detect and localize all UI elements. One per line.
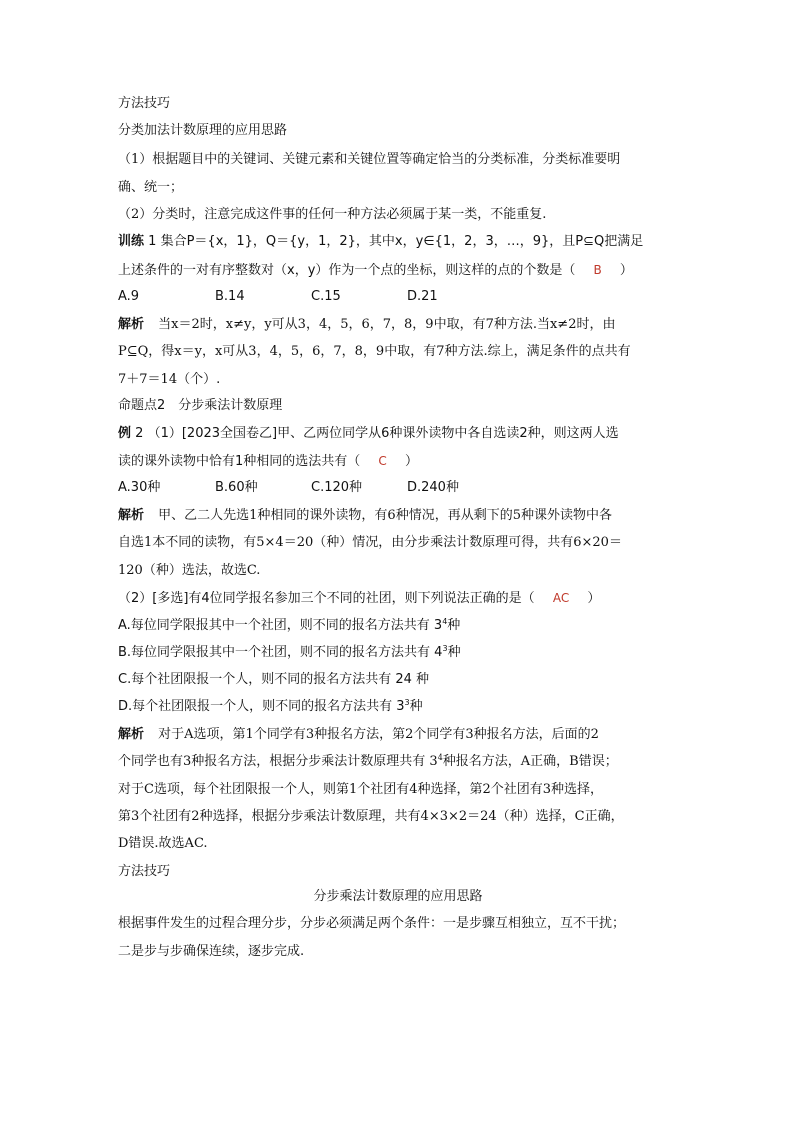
method-tip-point-1-cont: 确、统一； <box>118 180 184 195</box>
option-d: D.21 <box>407 289 438 304</box>
analysis-label: 解析 <box>118 727 145 742</box>
method-tip-2-label: 方法技巧 <box>118 864 171 879</box>
method-tip-label: 方法技巧 <box>118 96 171 111</box>
example-2-analysis-2: 解析 对于A选项，第1个同学有3种报名方法，第2个同学有3种报名方法，后面的2 <box>118 727 599 742</box>
example-2-part-2: （2）[多选]有4位同学报名参加三个不同的社团，则下列说法正确的是（ AC ） <box>118 591 601 606</box>
example-2-analysis-2-cont-2: 对于C选项，每个社团限报一个人，则第1个社团有4种选择，第2个社团有3种选择， <box>118 782 604 797</box>
example-2-analysis-2-cont-3: 第3个社团有2种选择，根据分步乘法计数原理，共有4×3×2＝24（种）选择，C正确， <box>118 809 624 824</box>
example-2-analysis-1: 解析 甲、乙二人先选1种相同的课外读物，有6种情况，再从剩下的5种课外读物中各 <box>118 508 612 523</box>
option-b: B.14 <box>215 289 245 304</box>
example-label: 例 <box>118 426 132 441</box>
training-label: 训练 <box>118 234 145 249</box>
training-1-stem: 训练 1 集合P＝{x，1}，Q＝{y，1，2}，其中x，y∈{1，2，3，…，9}，且P⊆Q把满足 <box>118 234 644 249</box>
method-tip-point-1: （1）根据题目中的关键词、关键元素和关键位置等确定恰当的分类标准，分类标准要明 <box>118 152 621 167</box>
option-b: B.60种 <box>215 480 258 495</box>
example-2-part-1-cont: 读的课外读物中恰有1种相同的选法共有（ C ） <box>118 454 418 469</box>
analysis-label: 解析 <box>118 508 145 523</box>
training-1-analysis-cont: P⊆Q，得x＝y，x可从3，4，5，6，7，8，9中取，有7种方法.综上，满足条件的点共有 <box>118 344 631 359</box>
example-2-options <box>118 480 459 496</box>
example-2-analysis-2-end: D错误.故选AC. <box>118 836 208 851</box>
option-c: C.15 <box>311 289 341 304</box>
choice-c: C.每个社团限报一个人，则不同的报名方法共有 24 种 <box>118 672 430 687</box>
method-tip-point-2: （2）分类时，注意完成这件事的任何一种方法必须属于某一类，不能重复. <box>118 207 547 222</box>
training-1-analysis: 解析 当x＝2时，x≠y，y可从3，4，5，6，7，8，9中取，有7种方法.当x≠2时，由 <box>118 317 616 332</box>
example-2-analysis-1-end: 120（种）选法，故选C. <box>118 563 261 578</box>
example-2-answer-1: C <box>378 454 387 468</box>
option-c: C.120种 <box>311 480 363 495</box>
method-tip-heading: 分类加法计数原理的应用思路 <box>118 123 288 138</box>
example-number: 2 <box>135 426 144 441</box>
choice-d: D.每个社团限报一个人，则不同的报名方法共有 $3^3$种 <box>118 698 423 714</box>
choice-b: B.每位同学限报其中一个社团，则不同的报名方法共有 $4^3$种 <box>118 644 461 660</box>
training-1-analysis-end: 7＋7＝14（个）. <box>118 372 221 387</box>
training-1-stem-cont: 上述条件的一对有序整数对（x，y）作为一个点的坐标，则这样的点的个数是（ B ） <box>118 263 633 278</box>
choice-a: A.每位同学限报其中一个社团，则不同的报名方法共有 $3^4$种 <box>118 617 461 633</box>
example-2-part-1: 例 2 （1）[2023全国卷乙]甲、乙两位同学从6种课外读物中各自选读2种，则这两人选 <box>118 426 619 441</box>
method-tip-2-body-cont: 二是步与步确保连续，逐步完成. <box>118 944 305 959</box>
option-a: A.9 <box>118 289 140 304</box>
method-tip-2-body: 根据事件发生的过程合理分步，分步必须满足两个条件：一是步骤互相独立，互不干扰； <box>118 916 626 931</box>
option-d: D.240种 <box>407 480 459 495</box>
analysis-label: 解析 <box>118 317 145 332</box>
option-a: A.30种 <box>118 480 161 495</box>
proposition-2-title: 命题点2 分步乘法计数原理 <box>118 398 283 413</box>
training-1-answer: B <box>593 263 602 277</box>
example-2-analysis-1-cont: 自选1本不同的读物，有5×4＝20（种）情况，由分步乘法计数原理可得，共有6×20＝ <box>118 535 622 550</box>
training-number: 1 <box>148 234 157 249</box>
example-2-answer-2: AC <box>552 591 570 605</box>
example-2-analysis-2-cont-1: 个同学也有3种报名方法，根据分步乘法计数原理共有 $3^4$种报名方法，A正确，B错误； <box>118 753 618 769</box>
method-tip-2-heading: 分步乘法计数原理的应用思路 <box>313 889 483 904</box>
training-1-options <box>118 289 438 305</box>
